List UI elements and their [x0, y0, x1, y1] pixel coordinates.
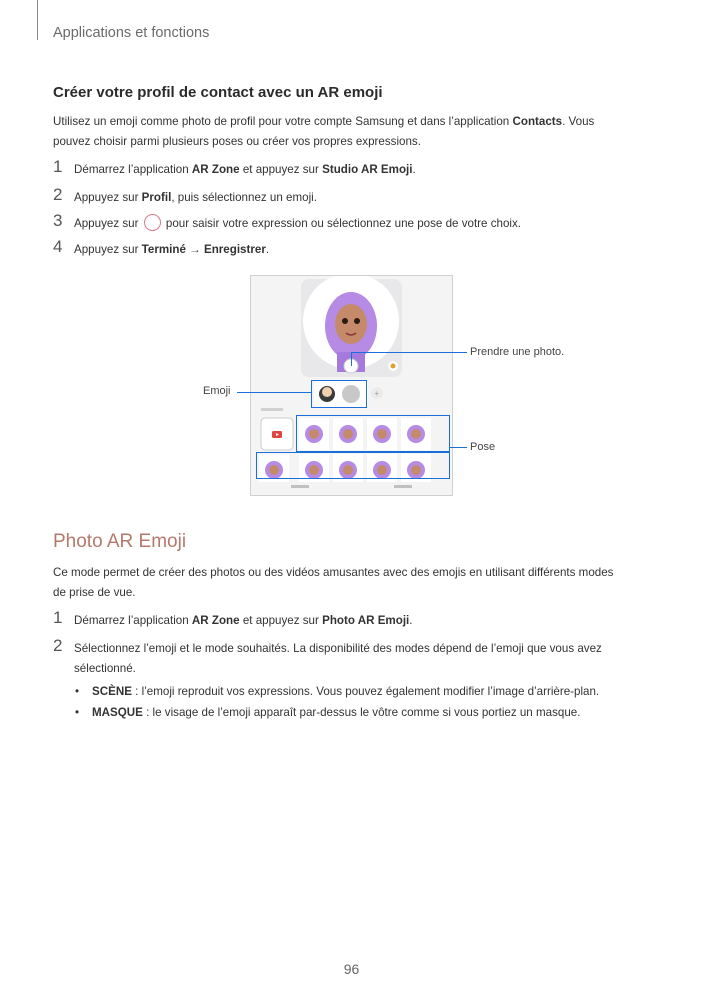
emoji-highlight-box [311, 380, 367, 408]
bullet-dot: • [75, 685, 80, 698]
step-text: sélectionné. [74, 662, 136, 675]
bullet-term: MASQUE [92, 706, 143, 719]
step-text: Appuyez sur [74, 191, 142, 204]
callout-line-pose [449, 447, 467, 448]
label-emoji: Emoji [203, 385, 231, 397]
step-bold: Enregistrer [203, 243, 266, 256]
intro-text: pouvez choisir parmi plusieurs poses ou créer vos propres expressions. [53, 135, 421, 148]
step-number: 1 [53, 157, 63, 176]
capture-button-icon [144, 214, 161, 231]
step-bold: Terminé [141, 243, 186, 256]
intro-text: Ce mode permet de créer des photos ou des vidéos amusantes avec des emojis en utilisant différents modes [53, 566, 614, 579]
step-text: pour saisir votre expression ou sélectionnez une pose de votre choix. [162, 217, 521, 230]
step-text: . [265, 243, 270, 256]
step-number: 2 [53, 636, 63, 655]
step-text: et appuyez sur [239, 614, 323, 627]
svg-text:+: + [374, 389, 380, 398]
label-pose: Pose [470, 441, 496, 453]
callout-line-photo [352, 352, 467, 353]
done-bar [394, 485, 412, 488]
step-text: , puis sélectionnez un emoji. [171, 191, 317, 204]
emoji-eye [342, 318, 348, 324]
intro-paragraph [53, 112, 594, 152]
step-number: 3 [53, 211, 63, 230]
pose-highlight-top [296, 415, 450, 452]
step-text: Démarrez l’application [74, 163, 192, 176]
step-text: . [412, 163, 416, 176]
step-number: 1 [53, 608, 63, 627]
step-text: Appuyez sur [74, 217, 142, 230]
intro-text: Utilisez un emoji comme photo de profil pour votre compte Samsung et dans l’application [53, 115, 513, 128]
callout-line-emoji [237, 392, 311, 393]
step-number: 4 [53, 237, 63, 256]
intro-text: de prise de vue. [53, 586, 136, 599]
section-title: Créer votre profil de contact avec un AR emoji [53, 84, 383, 101]
emoji-face [335, 304, 367, 344]
step-text: Appuyez sur [74, 243, 142, 256]
step-text: Démarrez l’application [74, 614, 192, 627]
step-text: . [409, 614, 413, 627]
section-title-photo-ar-emoji: Photo AR Emoji [53, 531, 187, 552]
cancel-bar [291, 485, 309, 488]
arrow-text: → [185, 243, 204, 256]
page-number: 96 [343, 961, 360, 977]
step-text: Sélectionnez l’emoji et le mode souhaités. La disponibilité des modes dépend de l’emoji que vous avez [74, 642, 602, 655]
page-header: Applications et fonctions [53, 25, 210, 41]
step-bold: AR Zone [191, 614, 240, 627]
step-bold: Profil [141, 191, 172, 204]
bullet-term: SCÈNE [92, 685, 132, 698]
bullet-text: : le visage de l’emoji apparaît par-dessus le vôtre comme si vous portiez un masque. [142, 706, 581, 719]
bullet-text: : l’emoji reproduit vos expressions. Vous pouvez également modifier l’image d’arrière-plan. [131, 685, 600, 698]
bullet-dot: • [75, 706, 80, 719]
step-bold: Studio AR Emoji [322, 163, 413, 176]
label-photo: Prendre une photo. [470, 346, 565, 358]
emoji-eye [354, 318, 360, 324]
step-text: et appuyez sur [239, 163, 323, 176]
step-number: 2 [53, 185, 63, 204]
step-bold: AR Zone [191, 163, 240, 176]
header-rule [37, 0, 38, 40]
step-bold: Photo AR Emoji [322, 614, 410, 627]
pose-highlight-bottom [256, 452, 450, 479]
section-label-bar [261, 408, 283, 411]
color-dot [391, 364, 396, 369]
intro-text: . Vous [562, 115, 595, 128]
intro-bold: Contacts [512, 115, 563, 128]
intro-paragraph-2 [53, 563, 613, 603]
callout-tick-photo [351, 352, 352, 366]
